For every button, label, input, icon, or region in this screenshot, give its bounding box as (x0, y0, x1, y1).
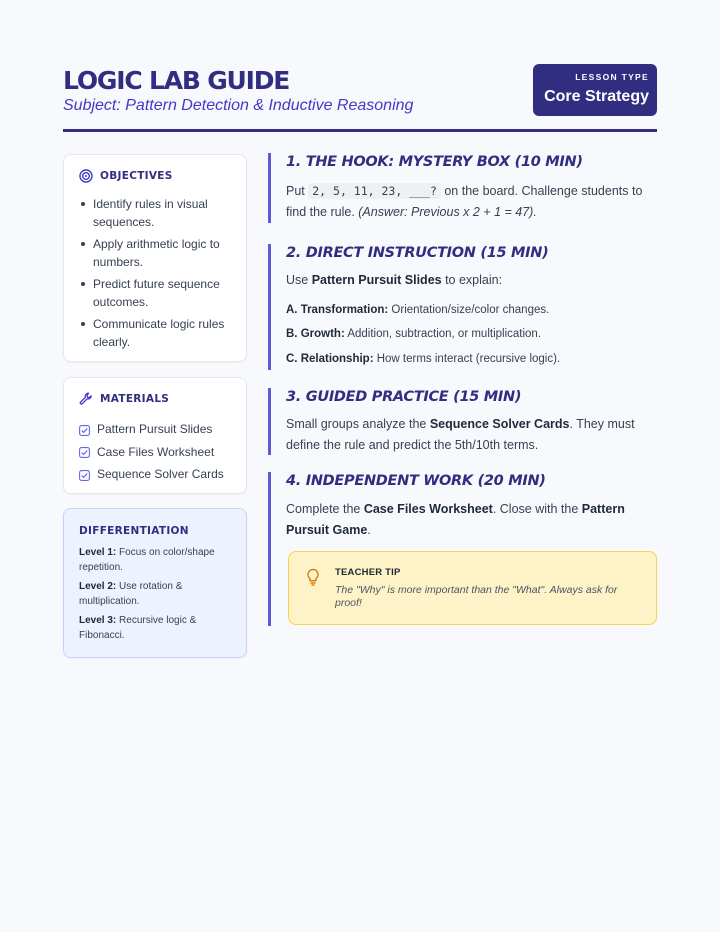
text-span: . Close with the (492, 502, 582, 516)
level-text: Use rotation & multiplication. (79, 581, 183, 607)
bold-text: Pattern Pursuit Game (286, 502, 625, 537)
badge-value: Core Strategy (544, 88, 649, 105)
checkbox-icon (79, 469, 90, 480)
level-label: Level 2: (79, 581, 117, 592)
item-label: C. Relationship: (286, 353, 374, 365)
materials-heading (79, 392, 169, 406)
badge-label: LESSON TYPE (575, 72, 649, 82)
item-label: A. Transformation: (286, 304, 389, 316)
material-label: Case Files Worksheet (97, 444, 215, 459)
section-text (286, 181, 657, 223)
instruction-item (286, 326, 541, 342)
bold-text: Pattern Pursuit Slides (311, 273, 442, 287)
level-text: Focus on color/shape repetition. (79, 547, 215, 573)
objectives-list (78, 195, 238, 355)
list-item: Apply arithmetic logic to numbers. (78, 235, 238, 271)
item-text: How terms interact (recursive logic). (373, 353, 561, 365)
section-title: 3. GUIDED PRACTICE (15 MIN) (286, 389, 522, 405)
text-span: on the board. Challenge students to find the rule. (286, 184, 643, 219)
text-span: . (367, 523, 371, 537)
wrench-icon (79, 392, 93, 406)
instruction-item (286, 351, 560, 367)
tip-body: The "Why" is more important than the "What". Always ask for proof! (335, 584, 618, 609)
instruction-item (286, 302, 549, 318)
level-item (79, 545, 239, 575)
materials-heading-label: MATERIALS (100, 393, 170, 405)
materials-card (63, 377, 247, 494)
item-text: Addition, subtraction, or multiplication. (344, 328, 542, 340)
list-item (79, 441, 224, 464)
list-item (79, 418, 224, 441)
section-instruction (268, 244, 657, 370)
level-text: Recursive logic & Fibonacci. (79, 615, 197, 641)
page-subtitle: Subject: Pattern Detection & Inductive Reasoning (63, 97, 414, 114)
objectives-card (63, 154, 247, 362)
section-guided (268, 388, 657, 455)
target-icon (79, 169, 93, 183)
list-item: Predict future sequence outcomes. (78, 275, 238, 311)
material-label: Sequence Solver Cards (97, 467, 224, 482)
tip-heading: TEACHER TIP (335, 567, 401, 578)
list-item: Communicate logic rules clearly. (78, 315, 238, 351)
level-item (79, 613, 239, 643)
material-label: Pattern Pursuit Slides (97, 422, 213, 437)
header-divider (63, 129, 657, 132)
checkbox-icon (79, 424, 90, 435)
level-label: Level 1: (79, 547, 117, 558)
differentiation-card (63, 508, 247, 658)
section-title: 2. DIRECT INSTRUCTION (15 MIN) (286, 245, 549, 261)
section-text (286, 499, 657, 541)
lesson-type-badge (533, 64, 657, 116)
text-span: Complete the (286, 502, 364, 516)
list-item: Identify rules in visual sequences. (78, 195, 238, 231)
objectives-heading-label: OBJECTIVES (100, 170, 173, 182)
item-text: Orientation/size/color changes. (388, 304, 550, 316)
text-span: Use (286, 273, 312, 287)
text-span: Small groups analyze the (286, 417, 430, 431)
page-header (63, 64, 657, 134)
text-span: to explain: (441, 273, 503, 287)
objectives-heading (79, 169, 173, 183)
text-span: . They must define the rule and predict the 5th/10th terms. (286, 417, 635, 452)
teacher-tip (288, 551, 657, 625)
lightbulb-icon (305, 568, 321, 586)
level-label: Level 3: (79, 615, 117, 626)
list-item (79, 463, 224, 486)
bold-text: Sequence Solver Cards (429, 417, 570, 431)
page-title: LOGIC LAB GUIDE (63, 66, 290, 95)
item-label: B. Growth: (286, 328, 345, 340)
checkbox-icon (79, 446, 90, 457)
materials-list (79, 418, 224, 486)
level-item (79, 579, 239, 609)
section-text (286, 270, 657, 291)
section-title: 4. INDEPENDENT WORK (20 MIN) (286, 473, 546, 489)
differentiation-heading: DIFFERENTIATION (79, 525, 189, 537)
section-text (286, 414, 657, 456)
answer-text: (Answer: Previous x 2 + 1 = 47). (358, 205, 537, 219)
sequence-code: 2, 5, 11, 23, ___? (308, 183, 441, 199)
bold-text: Case Files Worksheet (363, 502, 493, 516)
section-title: 1. THE HOOK: MYSTERY BOX (10 MIN) (286, 154, 583, 170)
text-span: Put (286, 184, 309, 198)
section-hook (268, 153, 657, 223)
section-independent (268, 472, 657, 626)
